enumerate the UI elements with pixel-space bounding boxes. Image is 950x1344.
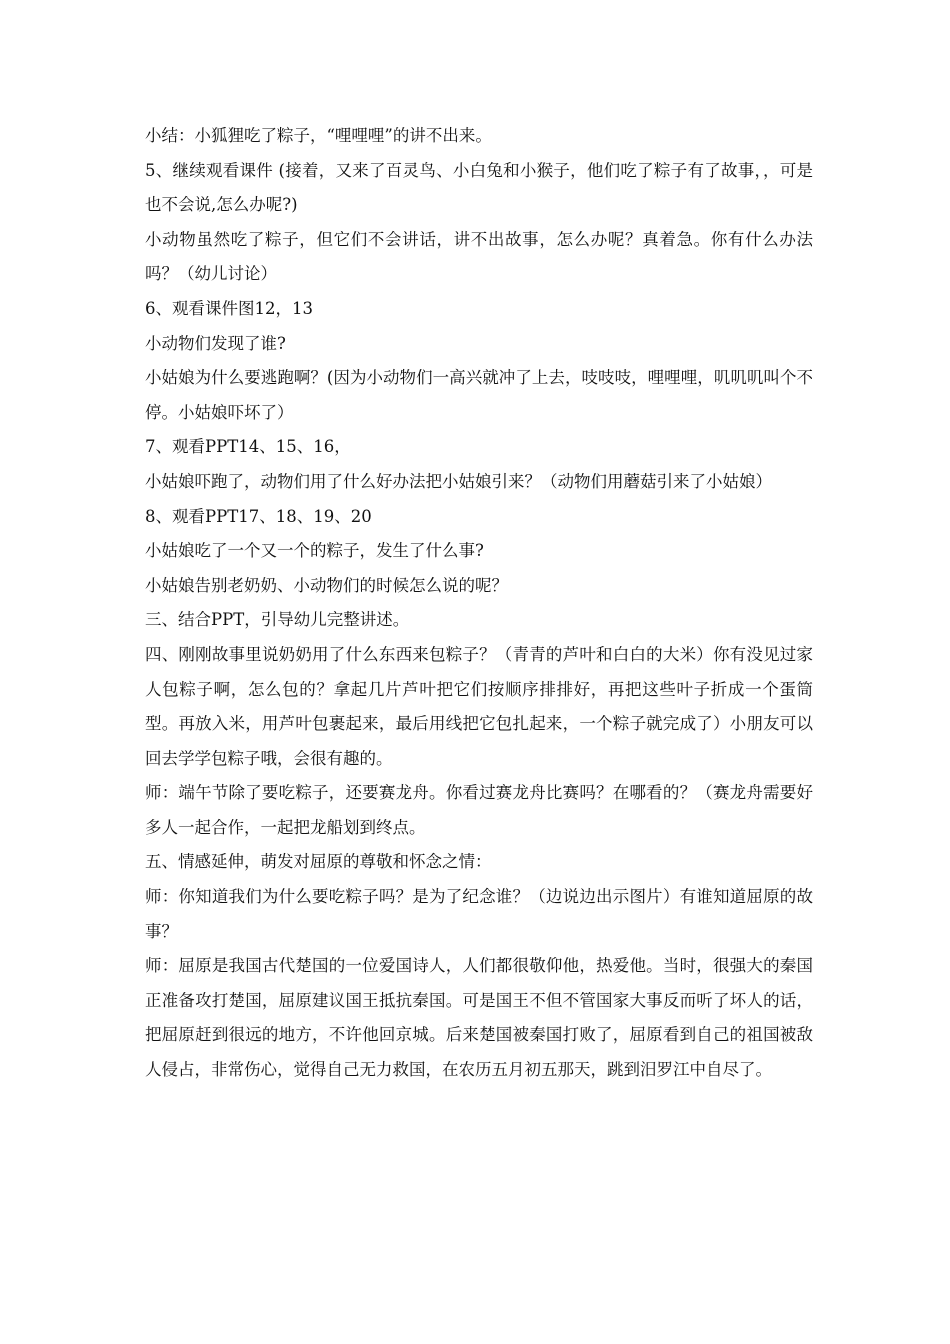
section-3-heading: 三、结合PPT，引导幼儿完整讲述。 [145, 610, 410, 630]
step-8-paragraph: 8、观看PPT17、18、19、20 [145, 506, 372, 526]
step-6-paragraph: 6、观看课件图12，13 [145, 298, 313, 318]
teacher-question-paragraph: 师：你知道我们为什么要吃粽子吗？是为了纪念谁？（边说边出示图片）有谁知道屈原的故事？ [145, 887, 813, 941]
teacher-dragon-boat-paragraph: 师：端午节除了要吃粽子，还要赛龙舟。你看过赛龙舟比赛吗？在哪看的？（赛龙舟需要好多人一起合作，一起把龙船划到终点。 [145, 783, 813, 837]
summary-paragraph: 小结：小狐狸吃了粽子，“哩哩哩”的讲不出来。 [145, 126, 492, 145]
document-body [145, 119, 813, 1088]
section-4-paragraph: 四、刚刚故事里说奶奶用了什么东西来包粽子？（青青的芦叶和白白的大米）你有没见过家人包粽子啊，怎么包的？拿起几片芦叶把它们按顺序排排好，再把这些叶子折成一个蛋筒型。再放入米，用芦叶包裹起来，最后用线把它包扎起来，一个粽子就完成了）小朋友可以回去学学包粽子哦，会很有趣的。 [145, 644, 813, 768]
question-paragraph: 小姑娘为什么要逃跑啊？(因为小动物们一高兴就冲了上去，吱吱吱，哩哩哩，叽叽叽叫个不停。小姑娘吓坏了） [145, 368, 813, 422]
question-paragraph: 小姑娘告别老奶奶、小动物们的时候怎么说的呢？ [145, 575, 508, 595]
step-5-paragraph: 5、继续观看课件 (接着，又来了百灵鸟、小白兔和小猴子，他们吃了粽子有了故事，，可是也不会说,怎么办呢?) [145, 160, 813, 215]
question-paragraph: 小姑娘吓跑了，动物们用了什么好办法把小姑娘引来？（动物们用蘑菇引来了小姑娘） [145, 471, 772, 491]
qu-yuan-story-paragraph: 师：屈原是我国古代楚国的一位爱国诗人，人们都很敬仰他，热爱他。当时，很强大的秦国正准备攻打楚国，屈原建议国王抵抗秦国。可是国王不但不管国家大事反而听了坏人的话，把屈原赶到很远的地方，不许他回京城。后来楚国被秦国打败了，屈原看到自己的祖国被敌人侵占，非常伤心，觉得自己无力救国，在农历五月初五那天，跳到汨罗江中自尽了。 [145, 956, 813, 1080]
discussion-paragraph: 小动物虽然吃了粽子，但它们不会讲话，讲不出故事，怎么办呢？真着急。你有什么办法吗？（幼儿讨论） [145, 229, 813, 284]
step-7-paragraph: 7、观看PPT14、15、16， [145, 437, 351, 457]
section-5-heading: 五、情感延伸，萌发对屈原的尊敬和怀念之情： [145, 852, 492, 872]
question-paragraph: 小姑娘吃了一个又一个的粽子，发生了什么事? [145, 541, 484, 561]
question-paragraph: 小动物们发现了谁? [145, 333, 286, 353]
